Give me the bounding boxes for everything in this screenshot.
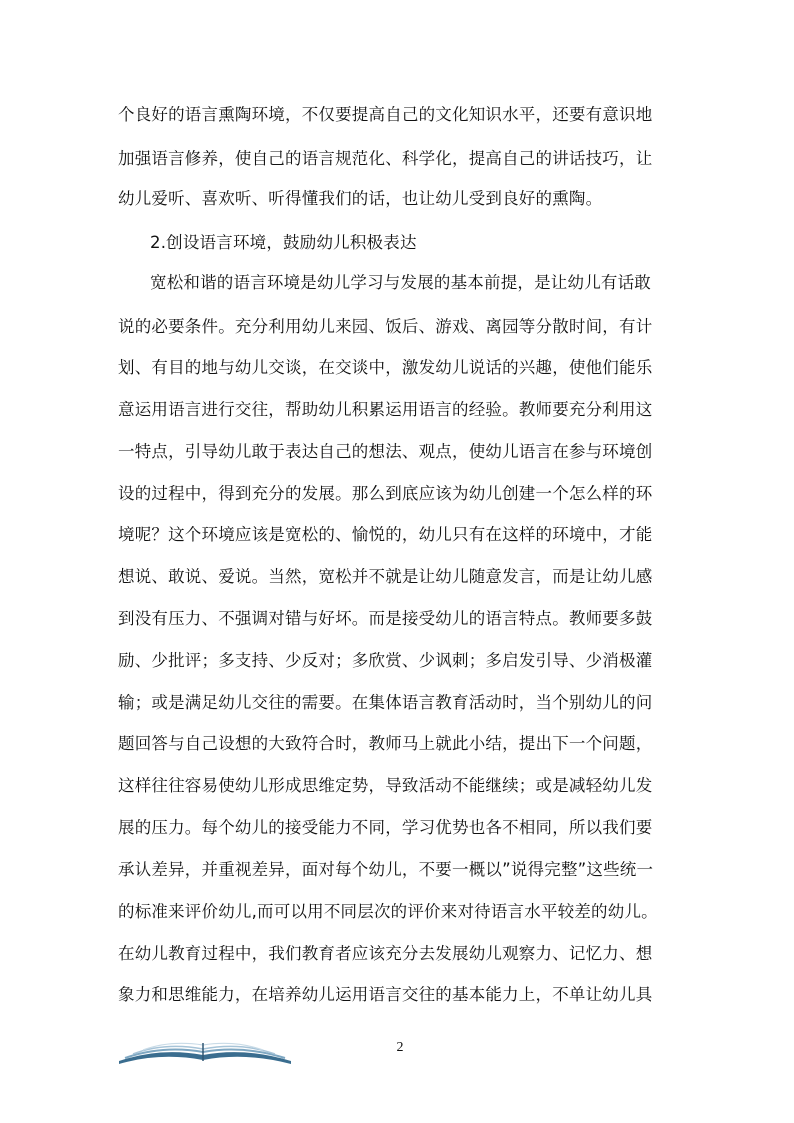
text-line-14: 励、少批评；多支持、少反对；多欣赏、少讽刺；多启发引导、少消极灌 bbox=[118, 651, 653, 670]
page-number: 2 bbox=[396, 1040, 404, 1055]
text-line-11: 境呢？这个环境应该是宽松的、愉悦的，幼儿只有在这样的环境中，才能 bbox=[118, 525, 653, 544]
text-line-21: 在幼儿教育过程中，我们教育者应该充分去发展幼儿观察力、记忆力、想 bbox=[118, 944, 653, 963]
text-line-1: 个良好的语言熏陶环境，不仅要提高自己的文化知识水平，还要有意识地 bbox=[118, 105, 653, 124]
text-line-22: 象力和思维能力，在培养幼儿运用语言交往的基本能力上，不单让幼儿具 bbox=[118, 985, 653, 1004]
text-line-13: 到没有压力、不强调对错与好坏。而是接受幼儿的语言特点。教师要多鼓 bbox=[118, 609, 653, 628]
text-line-16: 题回答与自己设想的大致符合时，教师马上就此小结，提出下一个问题， bbox=[118, 734, 653, 753]
text-line-9: 一特点，引导幼儿敢于表达自己的想法、观点，使幼儿语言在参与环境创 bbox=[118, 442, 653, 461]
text-line-3: 幼儿爱听、喜欢听、听得懂我们的话，也让幼儿受到良好的熏陶。 bbox=[118, 189, 603, 208]
section-heading: 2.创设语言环境，鼓励幼儿积极表达 bbox=[150, 233, 417, 252]
text-line-6: 说的必要条件。充分利用幼儿来园、饭后、游戏、离园等分散时间，有计 bbox=[118, 317, 653, 336]
text-line-19: 承认差异，并重视差异，面对每个幼儿，不要一概以”说得完整”这些统一 bbox=[118, 860, 654, 879]
text-line-12: 想说、敢说、爱说。当然，宽松并不就是让幼儿随意发言，而是让幼儿感 bbox=[118, 567, 653, 586]
text-line-15: 输；或是满足幼儿交往的需要。在集体语言教育活动时，当个别幼儿的问 bbox=[118, 693, 653, 712]
text-line-10: 设的过程中，得到充分的发展。那么到底应该为幼儿创建一个怎么样的环 bbox=[118, 484, 653, 503]
open-book-icon bbox=[115, 1033, 295, 1069]
text-line-5: 宽松和谐的语言环境是幼儿学习与发展的基本前提，是让幼儿有话敢 bbox=[150, 273, 651, 292]
text-line-8: 意运用语言进行交往，帮助幼儿积累运用语言的经验。教师要充分利用这 bbox=[118, 400, 653, 419]
text-line-18: 展的压力。每个幼儿的接受能力不同，学习优势也各不相同，所以我们要 bbox=[118, 818, 653, 837]
text-line-7: 划、有目的地与幼儿交谈，在交谈中，激发幼儿说话的兴趣，使他们能乐 bbox=[118, 358, 653, 377]
text-line-2: 加强语言修养，使自己的语言规范化、科学化，提高自己的讲话技巧，让 bbox=[118, 149, 653, 168]
text-line-17: 这样往往容易使幼儿形成思维定势，导致活动不能继续；或是减轻幼儿发 bbox=[118, 776, 653, 795]
footer-ornament bbox=[115, 1033, 295, 1073]
text-line-20: 的标准来评价幼儿,而可以用不同层次的评价来对待语言水平较差的幼儿。 bbox=[118, 902, 658, 921]
